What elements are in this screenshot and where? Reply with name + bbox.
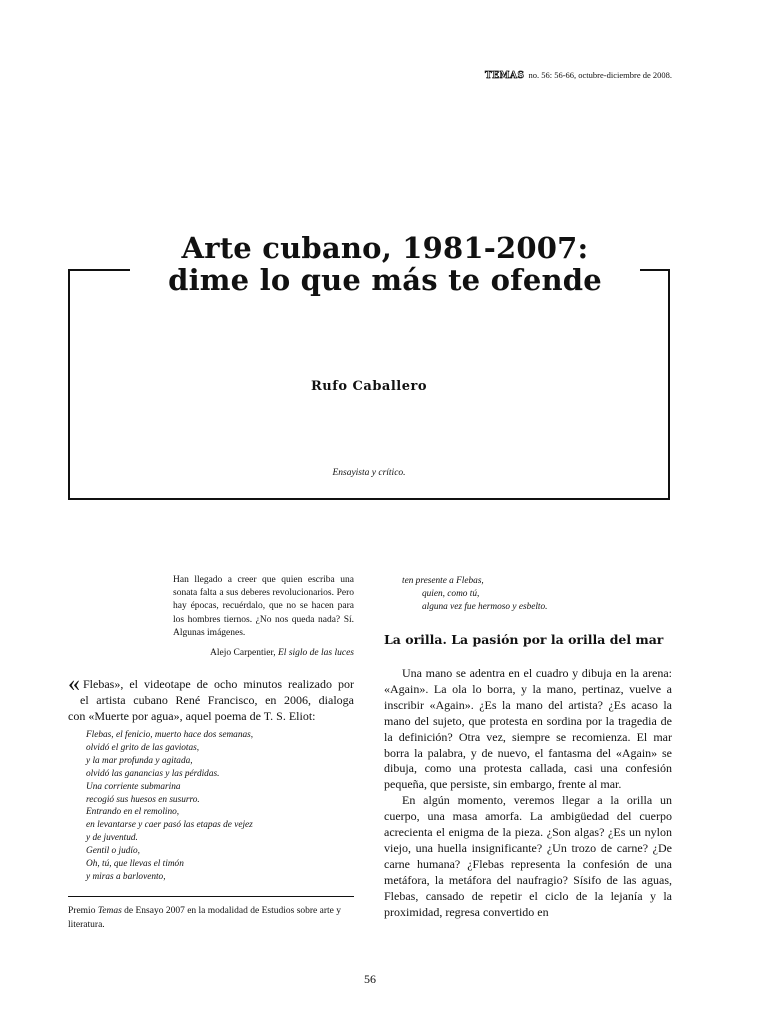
epigraph-work: El siglo de las luces xyxy=(278,648,354,658)
intro-line-2: el artista cubano René Francisco, en 2006, dialoga xyxy=(80,693,354,707)
poem-right xyxy=(402,575,672,614)
title-line-1: Arte cubano, 1981-2007: xyxy=(181,231,589,265)
poem-line: olvidó las ganancias y las pérdidas. xyxy=(86,768,220,779)
journal-citation: no. 56: 56-66, octubre-diciembre de 2008. xyxy=(528,70,672,80)
poem-line: y la mar profunda y agitada, xyxy=(86,755,193,766)
poem-line: recogió sus huesos en susurro. xyxy=(86,794,200,805)
poem-line: Flebas, el fenicio, muerto hace dos semanas, xyxy=(86,730,254,740)
poem-line: y de juventud. xyxy=(86,833,138,844)
author-affiliation: Ensayista y crítico. xyxy=(332,468,406,478)
title-line-2: dime lo que más te ofende xyxy=(168,263,602,297)
poem-line: quien, como tú, xyxy=(422,588,480,599)
poem-line: alguna vez fue hermoso y esbelto. xyxy=(422,601,548,612)
poem-line: Una corriente submarina xyxy=(86,781,181,792)
intro-line-3: con «Muerte por agua», aquel poema de T. S. Eliot: xyxy=(68,709,316,723)
poem-left xyxy=(86,729,356,884)
author-name: Rufo Caballero xyxy=(311,379,427,394)
epigraph-author: Alejo Carpentier, xyxy=(210,648,278,658)
footnote-suffix: de Ensayo 2007 en la modalidad de Estudios sobre arte y literatura. xyxy=(68,906,342,930)
body-text xyxy=(384,666,672,921)
footnote-divider xyxy=(68,896,354,897)
poem-line: Oh, tú, que llevas el timón xyxy=(86,859,184,870)
poem-line: Entrando en el remolino, xyxy=(86,807,180,818)
article-title xyxy=(130,232,640,296)
body-paragraph: En algún momento, veremos llegar a la orilla un cuerpo, una masa amorfa. La ambigüedad del cuerpo acrecienta el enigma de la pieza. ¿Son algas? ¿Es un nylon viejo, una huella insignificante? ¿Un trozo de carne? ¿De carne humana? ¿Flebas representa la confesión de una metáfora, la metáfora del naufragio? Sísifo de las aguas, Flebas, cansado de repetir el ciclo de la lejanía y la proximidad, regresa convertido en xyxy=(384,793,672,919)
footnote-journal: Temas xyxy=(97,906,122,916)
footnote-prefix: Premio xyxy=(68,906,98,916)
journal-logo: TEMAS xyxy=(484,71,525,81)
section-heading: La orilla. La pasión por la orilla del mar xyxy=(384,632,664,647)
poem-line: ten presente a Flebas, xyxy=(402,576,484,586)
epigraph-attribution xyxy=(173,648,354,658)
body-paragraph: Una mano se adentra en el cuadro y dibuja en la arena: «Again». La ola lo borra, y la mano, pertinaz, vuelve a inscribir «Again». ¿Es la mano del artista? ¿Es acaso la mano del sujeto, que protesta en sordina por la tragedia de la definición? Otra vez, siempre se recomienza. El mar borra la palabra, y de nuevo, el fantasma del «Again» se dibuja, como una protesta callada, casi una confesión pequeña, que persiste, sin embargo, frente al mar. xyxy=(384,666,672,792)
footnote xyxy=(68,904,354,932)
page-number: 56 xyxy=(364,972,376,986)
poem-line: y miras a barlovento, xyxy=(86,871,166,882)
epigraph-text: Han llegado a creer que quien escriba una sonata falta a sus deberes revolucionarios. Pero hay épocas, recuérdalo, que no se hacen para los hombres tiernos. ¿No nos queda nada? Sí. Algunas imágenes. xyxy=(173,575,354,638)
opening-quote-mark: « xyxy=(68,671,80,697)
intro-paragraph xyxy=(68,671,354,724)
poem-line: olvidó el grito de las gaviotas, xyxy=(86,742,200,753)
poem-line: en levantarse y caer pasó las etapas de vejez xyxy=(86,820,253,831)
poem-line: Gentil o judío, xyxy=(86,846,140,857)
intro-line-1: Flebas», el videotape de ocho minutos realizado por xyxy=(83,677,354,691)
journal-header xyxy=(420,70,672,81)
